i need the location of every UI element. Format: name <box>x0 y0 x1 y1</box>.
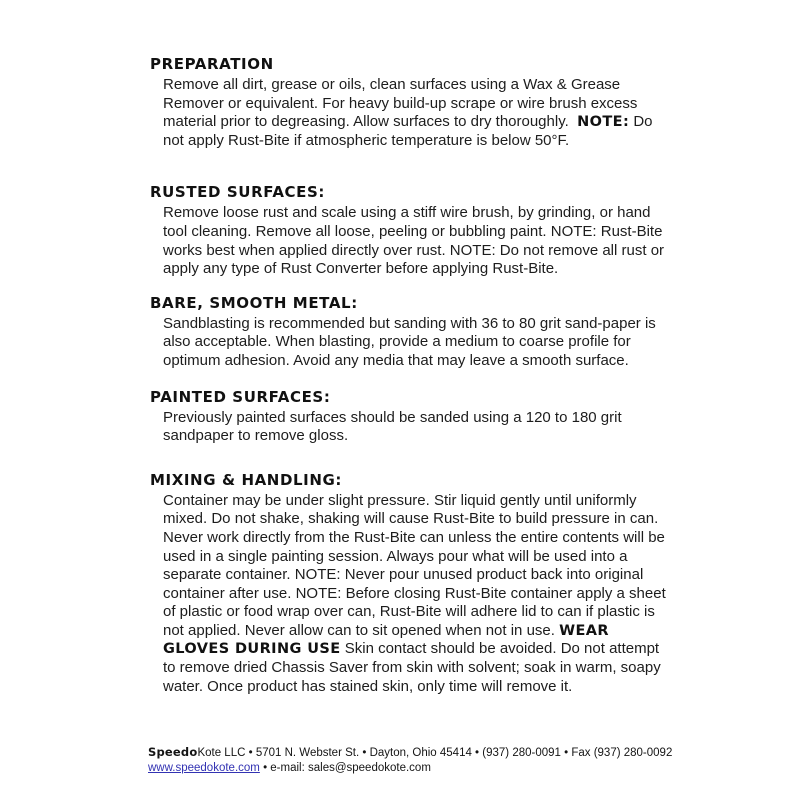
section-bare-smooth-metal <box>150 294 674 371</box>
section-heading-bare-smooth-metal: BARE, SMOOTH METAL: <box>150 293 358 312</box>
body-text-run: Skin contact should be avoided. Do not attempt to remove dried Chassis Saver from skin with solvent; soak in warm, soapy water. Once product has stained skin, only time will remove it. <box>163 640 661 695</box>
section-heading-mixing-handling: MIXING & HANDLING: <box>150 470 343 489</box>
section-body-bare-smooth-metal <box>163 315 674 371</box>
section-body-mixing-handling <box>163 492 674 697</box>
footer-email-text: • e-mail: sales@speedokote.com <box>259 762 431 774</box>
body-text-run: Container may be under slight pressure. Stir liquid gently until uniformly mixed. Do not shake, shaking will cause Rust-Bite to build pressure in can. Never work directly from the Rust-Bite can unless the entire contents will be used in a single painting session. Always pour what will be used into a separate container. NOTE: Never pour unused product back into original container after use. NOTE: Before closing Rust-Bite container apply a sheet of plastic or food wrap over can, Rust-Bite will adhere lid to can if plastic is not applied. Never allow can to sit opened when not in use. <box>163 491 666 639</box>
body-text-run: Remove all dirt, grease or oils, clean surfaces using a Wax & Grease Remover or equivalent. For heavy build-up scrape or wire brush excess material prior to degreasing. Allow surfaces to dry thoroughly. <box>163 76 638 131</box>
section-rusted-surfaces <box>150 183 674 278</box>
section-painted-surfaces <box>150 388 674 446</box>
body-text-run: Do not apply Rust-Bite if atmospheric temperature is below 50°F. <box>163 113 653 149</box>
document-content <box>150 55 674 696</box>
section-mixing-handling <box>150 471 674 697</box>
section-heading-rusted-surfaces: RUSTED SURFACES: <box>150 183 326 202</box>
footer-address-text: Kote LLC • 5701 N. Webster St. • Dayton, Ohio 45414 • (937) 280-0091 • Fax (937) 280-0092 <box>197 747 673 759</box>
section-preparation <box>150 55 674 150</box>
body-text-run: Sandblasting is recommended but sanding with 36 to 80 grit sand-paper is also acceptable. When blasting, provide a medium to coarse profile for optimum adhesion. Avoid any media that may leave a smooth surface. <box>163 314 656 369</box>
footer-contact-line <box>148 761 748 776</box>
body-text-run: Previously painted surfaces should be sanded using a 120 to 180 grit sandpaper to remove gloss. <box>163 408 622 445</box>
brand-name-bold: Speedo <box>148 745 198 759</box>
footer-address-line <box>148 745 748 761</box>
section-body-painted-surfaces <box>163 409 674 446</box>
section-body-rusted-surfaces <box>163 204 674 278</box>
body-text-run: Remove loose rust and scale using a stiff wire brush, by grinding, or hand tool cleaning. Remove all loose, peeling or bubbling paint. NOTE: Rust-Bite works best when applied directly over rust. NOTE: Do not remove all rust or apply any type of Rust Converter before applying Rust-Bite. <box>163 204 665 278</box>
section-heading-painted-surfaces: PAINTED SURFACES: <box>150 387 331 406</box>
inline-emphasis-text: WEAR GLOVES DURING USE <box>163 622 609 658</box>
inline-emphasis-text: NOTE: <box>577 114 630 131</box>
footer <box>148 745 748 776</box>
section-body-preparation <box>163 76 674 150</box>
website-link[interactable]: www.speedokote.com <box>148 762 260 774</box>
section-heading-preparation: PREPARATION <box>150 55 274 73</box>
